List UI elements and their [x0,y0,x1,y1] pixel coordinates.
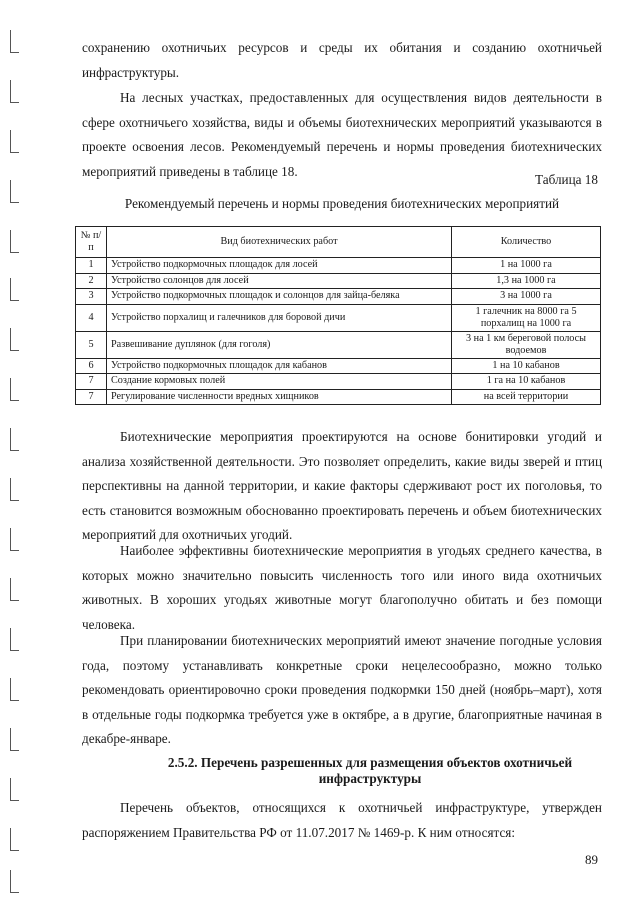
binder-mark [10,30,19,53]
cell-quantity: на всей территории [452,389,601,405]
paragraph-forest-plots: На лесных участках, предоставленных для осуществления видов деятельности в сфере охотничьего хозяйства, виды и объемы биотехнических мероприятий указываются в проекте освоения лесов. Рекомендуемый перечень и нормы проведения биотехнических мероприятий приведены в таблице 18. [82,90,602,179]
paragraph-continuation: сохранению охотничьих ресурсов и среды их обитания и созданию охотничьей инфраструктуры. [82,40,602,80]
binder-mark [10,230,19,253]
table-row [76,289,601,305]
table-header-row [76,227,601,258]
cell-work: Устройство солонцов для лосей [107,273,452,289]
cell-quantity: 1 на 10 кабанов [452,358,601,374]
binder-mark [10,80,19,103]
table-row [76,331,601,358]
cell-number: 6 [76,358,107,374]
cell-quantity: 3 на 1000 га [452,289,601,305]
page-number: 89 [585,852,598,867]
paragraph-planning: При планировании биотехнических мероприятий имеют значение погодные условия года, поэтому устанавливать конкретные сроки нецелесообразно, можно только рекомендовать ориентировочно сроки проведения подкормки 150 дней (ноябрь–март), хотя в отдельные годы подкормка требуется уже в октябре, а в другие, благоприятные начиная в декабре-январе. [82,633,602,747]
cell-quantity: 1 на 1000 га [452,258,601,274]
paragraph-infrastructure-list: Перечень объектов, относящихся к охотничьей инфраструктуре, утвержден распоряжением Правительства РФ от 11.07.2017 № 1469-р. К ним относятся: [82,800,602,840]
binder-mark [10,778,19,801]
binder-mark [10,528,19,551]
binder-mark [10,678,19,701]
cell-number: 1 [76,258,107,274]
cell-quantity: 1 га на 10 кабанов [452,374,601,390]
binder-mark [10,130,19,153]
cell-quantity: 1,3 на 1000 га [452,273,601,289]
table-number: Таблица 18 [535,172,598,187]
paragraph-bonitation: Биотехнические мероприятия проектируются на основе бонитировки угодий и анализа хозяйственной деятельности. Это позволяет определить, какие виды зверей и птиц перспективны на данной территории, и какие факторы сдерживают рост их поголовья, то есть становится возможным обоснованно проектировать перечень и объем биотехнических мероприятий для охотничьих угодий. [82,429,602,543]
section-heading: 2.5.2. Перечень разрешенных для размещения объектов охотничьей инфраструктуры [167,755,573,786]
binder-mark [10,278,19,301]
cell-number: 2 [76,273,107,289]
col-header-number: № п/п [76,227,107,258]
cell-number: 4 [76,304,107,331]
binder-mark [10,828,19,851]
biotech-table [75,226,601,405]
binder-marks [4,0,24,905]
binder-mark [10,870,19,893]
table-row [76,389,601,405]
cell-work: Устройство подкормочных площадок для лосей [107,258,452,274]
cell-quantity: 3 на 1 км береговой полосы водоемов [452,331,601,358]
binder-mark [10,578,19,601]
cell-number: 3 [76,289,107,305]
table-row [76,273,601,289]
paragraph-effectiveness: Наиболее эффективны биотехнические мероприятия в угодьях среднего качества, в которых можно значительно повысить численность того или иного вида охотничьих животных. В хороших угодьях животные могут благополучно обитать и без помощи человека. [82,543,602,632]
binder-mark [10,478,19,501]
binder-mark [10,428,19,451]
cell-work: Регулирование численности вредных хищников [107,389,452,405]
cell-number: 7 [76,374,107,390]
table-title: Рекомендуемый перечень и нормы проведения биотехнических мероприятий [124,196,560,211]
cell-work: Устройство подкормочных площадок и солонцов для зайца-беляка [107,289,452,305]
col-header-quantity: Количество [452,227,601,258]
cell-work: Создание кормовых полей [107,374,452,390]
table-row [76,374,601,390]
table-row [76,258,601,274]
binder-mark [10,728,19,751]
cell-work: Устройство подкормочных площадок для кабанов [107,358,452,374]
binder-mark [10,328,19,351]
cell-number: 5 [76,331,107,358]
binder-mark [10,378,19,401]
binder-mark [10,180,19,203]
cell-quantity: 1 галечник на 8000 га 5 порхалищ на 1000 га [452,304,601,331]
cell-work: Устройство порхалищ и галечников для боровой дичи [107,304,452,331]
cell-work: Развешивание дуплянок (для гоголя) [107,331,452,358]
table-row [76,358,601,374]
binder-mark [10,628,19,651]
table-row [76,304,601,331]
cell-number: 7 [76,389,107,405]
col-header-work: Вид биотехнических работ [107,227,452,258]
